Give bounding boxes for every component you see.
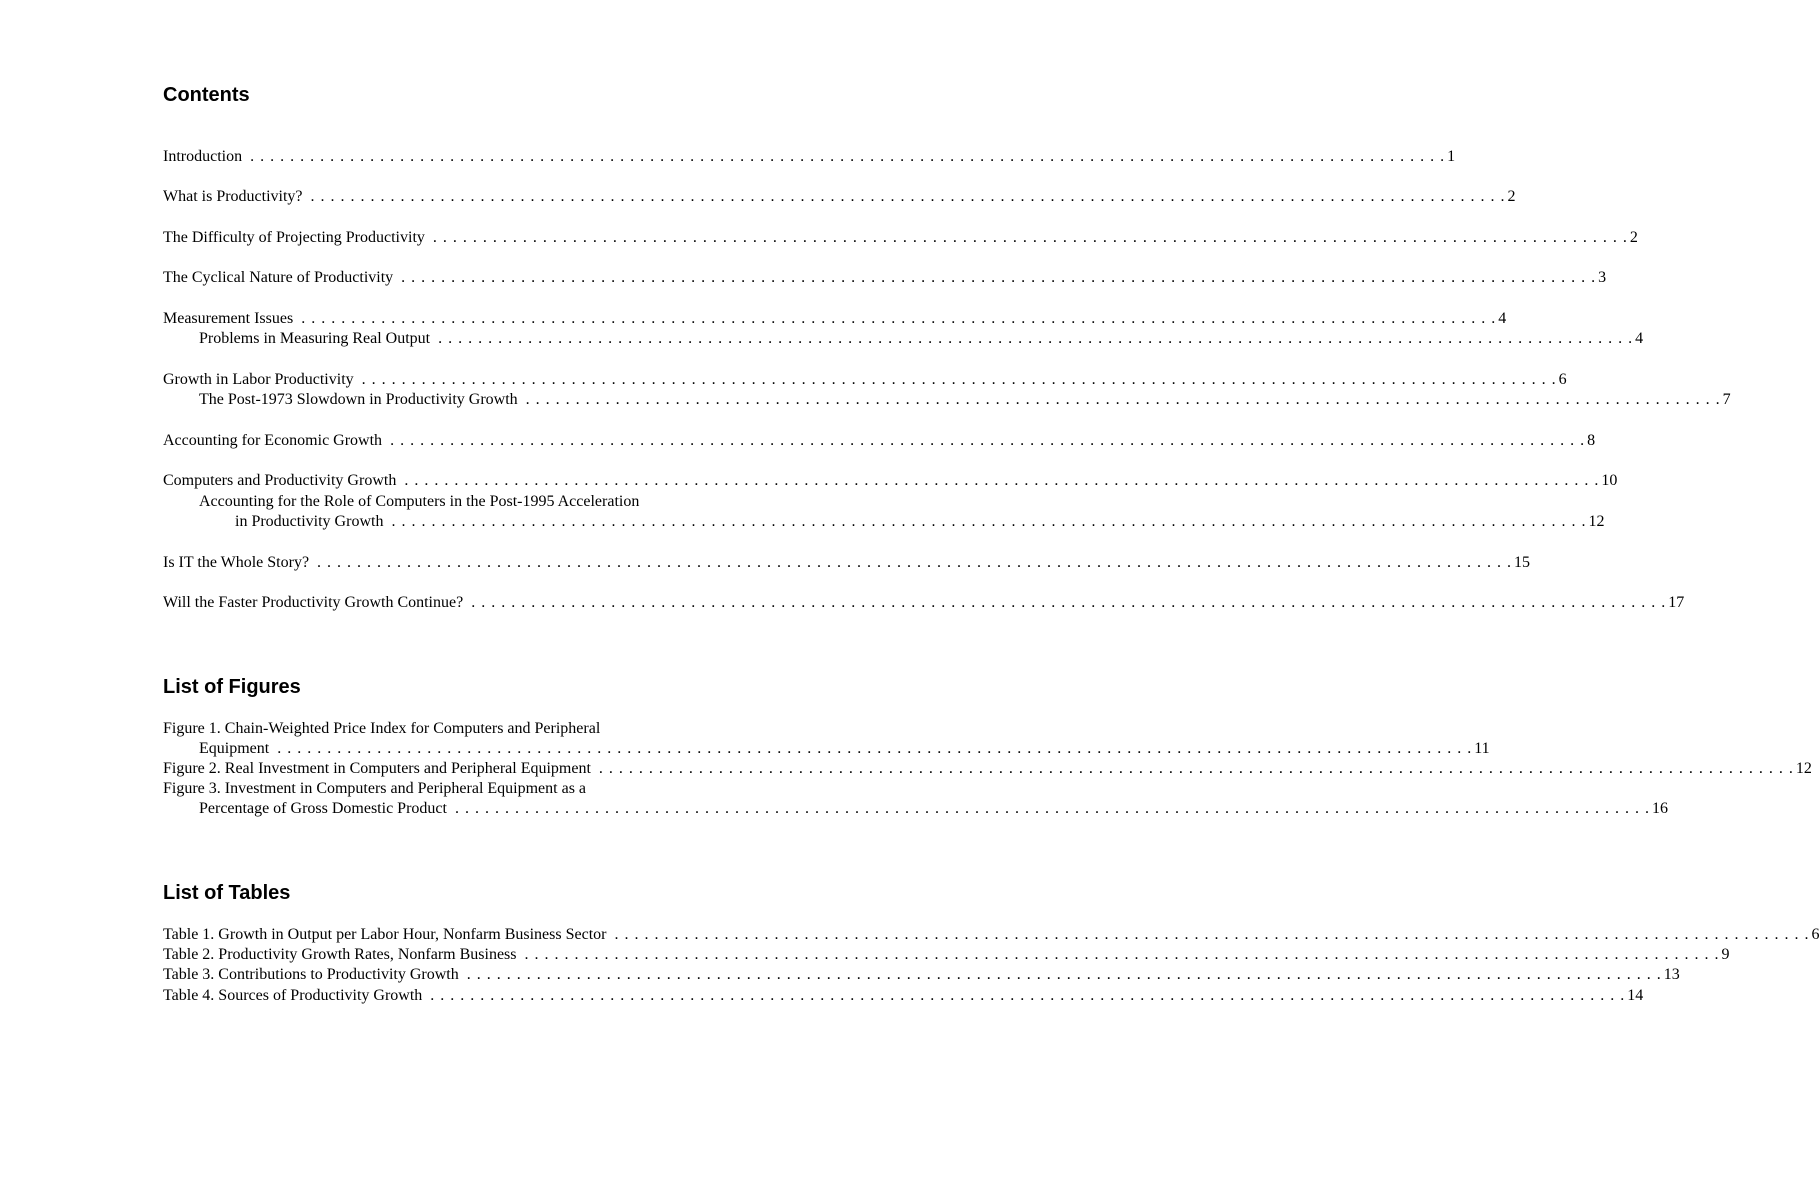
figure-entry-page: 11: [1474, 740, 1490, 757]
dot-leader: . . . . . . . . . . . . . . . . . . . . . . . . . . . . . . . . . . . . . . . . . . . . . . . . . . . . . . . . . . . . . . . . . . . . . . . . . . . . . . . . . . . . . . . . . . . . . . . . . . . . . . . . . . . . . . . . . . . . . . . .: [301, 310, 1497, 327]
toc-entry-label: The Cyclical Nature of Productivity: [163, 269, 394, 286]
toc-entry-label: Measurement Issues: [163, 310, 294, 327]
table-entry-label: Table 3. Contributions to Productivity Growth: [163, 966, 459, 983]
dot-leader: . . . . . . . . . . . . . . . . . . . . . . . . . . . . . . . . . . . . . . . . . . . . . . . . . . . . . . . . . . . . . . . . . . . . . . . . . . . . . . . . . . . . . . . . . . . . . . . . . . . . . . . . . . . . . . . . . . . . . . . .: [454, 800, 1650, 817]
toc-entry-page: 2: [1629, 229, 1638, 246]
dot-leader: . . . . . . . . . . . . . . . . . . . . . . . . . . . . . . . . . . . . . . . . . . . . . . . . . . . . . . . . . . . . . . . . . . . . . . . . . . . . . . . . . . . . . . . . . . . . . . . . . . . . . . . . . . . . . . . . . . . . . . . .: [250, 148, 1446, 165]
toc-entry-label: The Post-1973 Slowdown in Productivity Growth: [199, 391, 518, 408]
table-entry[interactable]: [163, 986, 1644, 1006]
toc-entry-page: 2: [1507, 188, 1516, 205]
toc-entry-page: 15: [1514, 554, 1531, 571]
dot-leader: . . . . . . . . . . . . . . . . . . . . . . . . . . . . . . . . . . . . . . . . . . . . . . . . . . . . . . . . . . . . . . . . . . . . . . . . . . . . . . . . . . . . . . . . . . . . . . . . . . . . . . . . . . . . . . . . . . . . . . . .: [401, 269, 1597, 286]
toc-entry[interactable]: [163, 593, 1685, 613]
toc-entry-page: 10: [1601, 472, 1618, 489]
figures-heading: List of Figures: [163, 676, 301, 698]
toc-entry-page: 17: [1668, 594, 1685, 611]
toc-entry[interactable]: [163, 268, 1607, 288]
dot-leader: . . . . . . . . . . . . . . . . . . . . . . . . . . . . . . . . . . . . . . . . . . . . . . . . . . . . . . . . . . . . . . . . . . . . . . . . . . . . . . . . . . . . . . . . . . . . . . . . . . . . . . . . . . . . . . . . . . . . . . . .: [391, 513, 1587, 530]
dot-leader: . . . . . . . . . . . . . . . . . . . . . . . . . . . . . . . . . . . . . . . . . . . . . . . . . . . . . . . . . . . . . . . . . . . . . . . . . . . . . . . . . . . . . . . . . . . . . . . . . . . . . . . . . . . . . . . . . . . . . . . .: [438, 330, 1634, 347]
table-entry-page: 14: [1627, 987, 1644, 1004]
figure-entry-page: 16: [1651, 800, 1668, 817]
toc-entry-label: Problems in Measuring Real Output: [199, 330, 431, 347]
toc-subentry[interactable]: [235, 512, 1605, 532]
dot-leader: . . . . . . . . . . . . . . . . . . . . . . . . . . . . . . . . . . . . . . . . . . . . . . . . . . . . . . . . . . . . . . . . . . . . . . . . . . . . . . . . . . . . . . . . . . . . . . . . . . . . . . . . . . . . . . . . . . . . . . . .: [525, 391, 1721, 408]
figure-entry-label: Figure 2. Real Investment in Computers and Peripheral Equipment: [163, 760, 591, 777]
dot-leader: . . . . . . . . . . . . . . . . . . . . . . . . . . . . . . . . . . . . . . . . . . . . . . . . . . . . . . . . . . . . . . . . . . . . . . . . . . . . . . . . . . . . . . . . . . . . . . . . . . . . . . . . . . . . . . . . . . . . . . . .: [390, 432, 1586, 449]
toc-entry-page: 4: [1498, 310, 1507, 327]
toc-entry-page: 12: [1588, 513, 1605, 530]
table-entry-label: Table 4. Sources of Productivity Growth: [163, 987, 423, 1004]
toc-entry[interactable]: [163, 431, 1596, 451]
toc-entry-label: What is Productivity?: [163, 188, 303, 205]
toc-entry-label: Is IT the Whole Story?: [163, 554, 310, 571]
dot-leader: . . . . . . . . . . . . . . . . . . . . . . . . . . . . . . . . . . . . . . . . . . . . . . . . . . . . . . . . . . . . . . . . . . . . . . . . . . . . . . . . . . . . . . . . . . . . . . . . . . . . . . . . . . . . . . . . . . . . . . . .: [277, 740, 1473, 757]
toc-entry[interactable]: [163, 370, 1567, 390]
dot-leader: . . . . . . . . . . . . . . . . . . . . . . . . . . . . . . . . . . . . . . . . . . . . . . . . . . . . . . . . . . . . . . . . . . . . . . . . . . . . . . . . . . . . . . . . . . . . . . . . . . . . . . . . . . . . . . . . . . . . . . . .: [471, 594, 1667, 611]
table-entry-label: Table 1. Growth in Output per Labor Hour, Nonfarm Business Sector: [163, 926, 607, 943]
dot-leader: . . . . . . . . . . . . . . . . . . . . . . . . . . . . . . . . . . . . . . . . . . . . . . . . . . . . . . . . . . . . . . . . . . . . . . . . . . . . . . . . . . . . . . . . . . . . . . . . . . . . . . . . . . . . . . . . . . . . . . . .: [430, 987, 1626, 1004]
toc-entry[interactable]: [163, 471, 1618, 491]
toc-entry-label: Growth in Labor Productivity: [163, 371, 354, 388]
dot-leader: . . . . . . . . . . . . . . . . . . . . . . . . . . . . . . . . . . . . . . . . . . . . . . . . . . . . . . . . . . . . . . . . . . . . . . . . . . . . . . . . . . . . . . . . . . . . . . . . . . . . . . . . . . . . . . . . . . . . . . . .: [598, 760, 1794, 777]
toc-entry[interactable]: [163, 553, 1531, 573]
table-entry-page: 6: [1811, 926, 1819, 943]
dot-leader: . . . . . . . . . . . . . . . . . . . . . . . . . . . . . . . . . . . . . . . . . . . . . . . . . . . . . . . . . . . . . . . . . . . . . . . . . . . . . . . . . . . . . . . . . . . . . . . . . . . . . . . . . . . . . . . . . . . . . . . .: [404, 472, 1600, 489]
table-entry[interactable]: [163, 945, 1730, 965]
figure-entry[interactable]: [199, 799, 1668, 819]
dot-leader: . . . . . . . . . . . . . . . . . . . . . . . . . . . . . . . . . . . . . . . . . . . . . . . . . . . . . . . . . . . . . . . . . . . . . . . . . . . . . . . . . . . . . . . . . . . . . . . . . . . . . . . . . . . . . . . . . . . . . . . .: [317, 554, 1513, 571]
toc-entry-label: Introduction: [163, 148, 243, 165]
toc-entry[interactable]: [163, 147, 1456, 167]
toc-subentry-label-first-line[interactable]: Accounting for the Role of Computers in the Post-1995 Acceleration: [199, 493, 640, 510]
toc-entry-label-continued: in Productivity Growth: [235, 513, 384, 530]
table-entry-page: 9: [1721, 946, 1730, 963]
toc-entry-label: Computers and Productivity Growth: [163, 472, 397, 489]
table-entry[interactable]: [163, 925, 1819, 945]
toc-entry-label: Accounting for Economic Growth: [163, 432, 383, 449]
figure-entry[interactable]: [163, 759, 1812, 779]
table-entry[interactable]: [163, 965, 1680, 985]
toc-subentry[interactable]: [199, 390, 1731, 410]
figure-entry[interactable]: [199, 739, 1490, 759]
toc-entry-label: Will the Faster Productivity Growth Continue?: [163, 594, 464, 611]
figure-entry-label-first-line[interactable]: Figure 1. Chain-Weighted Price Index for Computers and Peripheral: [163, 720, 601, 737]
contents-heading: Contents: [163, 84, 250, 106]
toc-entry[interactable]: [163, 228, 1638, 248]
toc-entry-label: The Difficulty of Projecting Productivity: [163, 229, 425, 246]
toc-entry-page: 8: [1587, 432, 1596, 449]
dot-leader: . . . . . . . . . . . . . . . . . . . . . . . . . . . . . . . . . . . . . . . . . . . . . . . . . . . . . . . . . . . . . . . . . . . . . . . . . . . . . . . . . . . . . . . . . . . . . . . . . . . . . . . . . . . . . . . . . . . . . . . .: [310, 188, 1506, 205]
toc-subentry[interactable]: [199, 329, 1644, 349]
figure-entry-label-continued: Equipment: [199, 740, 270, 757]
toc-entry[interactable]: [163, 187, 1516, 207]
toc-entry-page: 3: [1598, 269, 1607, 286]
toc-entry-page: 1: [1447, 148, 1456, 165]
dot-leader: . . . . . . . . . . . . . . . . . . . . . . . . . . . . . . . . . . . . . . . . . . . . . . . . . . . . . . . . . . . . . . . . . . . . . . . . . . . . . . . . . . . . . . . . . . . . . . . . . . . . . . . . . . . . . . . . . . . . . . . .: [466, 966, 1662, 983]
toc-entry-page: 6: [1558, 371, 1567, 388]
dot-leader: . . . . . . . . . . . . . . . . . . . . . . . . . . . . . . . . . . . . . . . . . . . . . . . . . . . . . . . . . . . . . . . . . . . . . . . . . . . . . . . . . . . . . . . . . . . . . . . . . . . . . . . . . . . . . . . . . . . . . . . .: [432, 229, 1628, 246]
tables-heading: List of Tables: [163, 882, 291, 904]
figure-entry-label-first-line[interactable]: Figure 3. Investment in Computers and Peripheral Equipment as a: [163, 780, 587, 797]
dot-leader: . . . . . . . . . . . . . . . . . . . . . . . . . . . . . . . . . . . . . . . . . . . . . . . . . . . . . . . . . . . . . . . . . . . . . . . . . . . . . . . . . . . . . . . . . . . . . . . . . . . . . . . . . . . . . . . . . . . . . . . .: [524, 946, 1720, 963]
toc-entry-page: 4: [1635, 330, 1644, 347]
dot-leader: . . . . . . . . . . . . . . . . . . . . . . . . . . . . . . . . . . . . . . . . . . . . . . . . . . . . . . . . . . . . . . . . . . . . . . . . . . . . . . . . . . . . . . . . . . . . . . . . . . . . . . . . . . . . . . . . . . . . . . . .: [614, 926, 1810, 943]
toc-entry-page: 7: [1722, 391, 1731, 408]
table-entry-label: Table 2. Productivity Growth Rates, Nonfarm Business: [163, 946, 517, 963]
figure-entry-page: 12: [1795, 760, 1812, 777]
toc-entry[interactable]: [163, 309, 1507, 329]
table-entry-page: 13: [1663, 966, 1680, 983]
dot-leader: . . . . . . . . . . . . . . . . . . . . . . . . . . . . . . . . . . . . . . . . . . . . . . . . . . . . . . . . . . . . . . . . . . . . . . . . . . . . . . . . . . . . . . . . . . . . . . . . . . . . . . . . . . . . . . . . . . . . . . . .: [361, 371, 1557, 388]
figure-entry-label-continued: Percentage of Gross Domestic Product: [199, 800, 447, 817]
